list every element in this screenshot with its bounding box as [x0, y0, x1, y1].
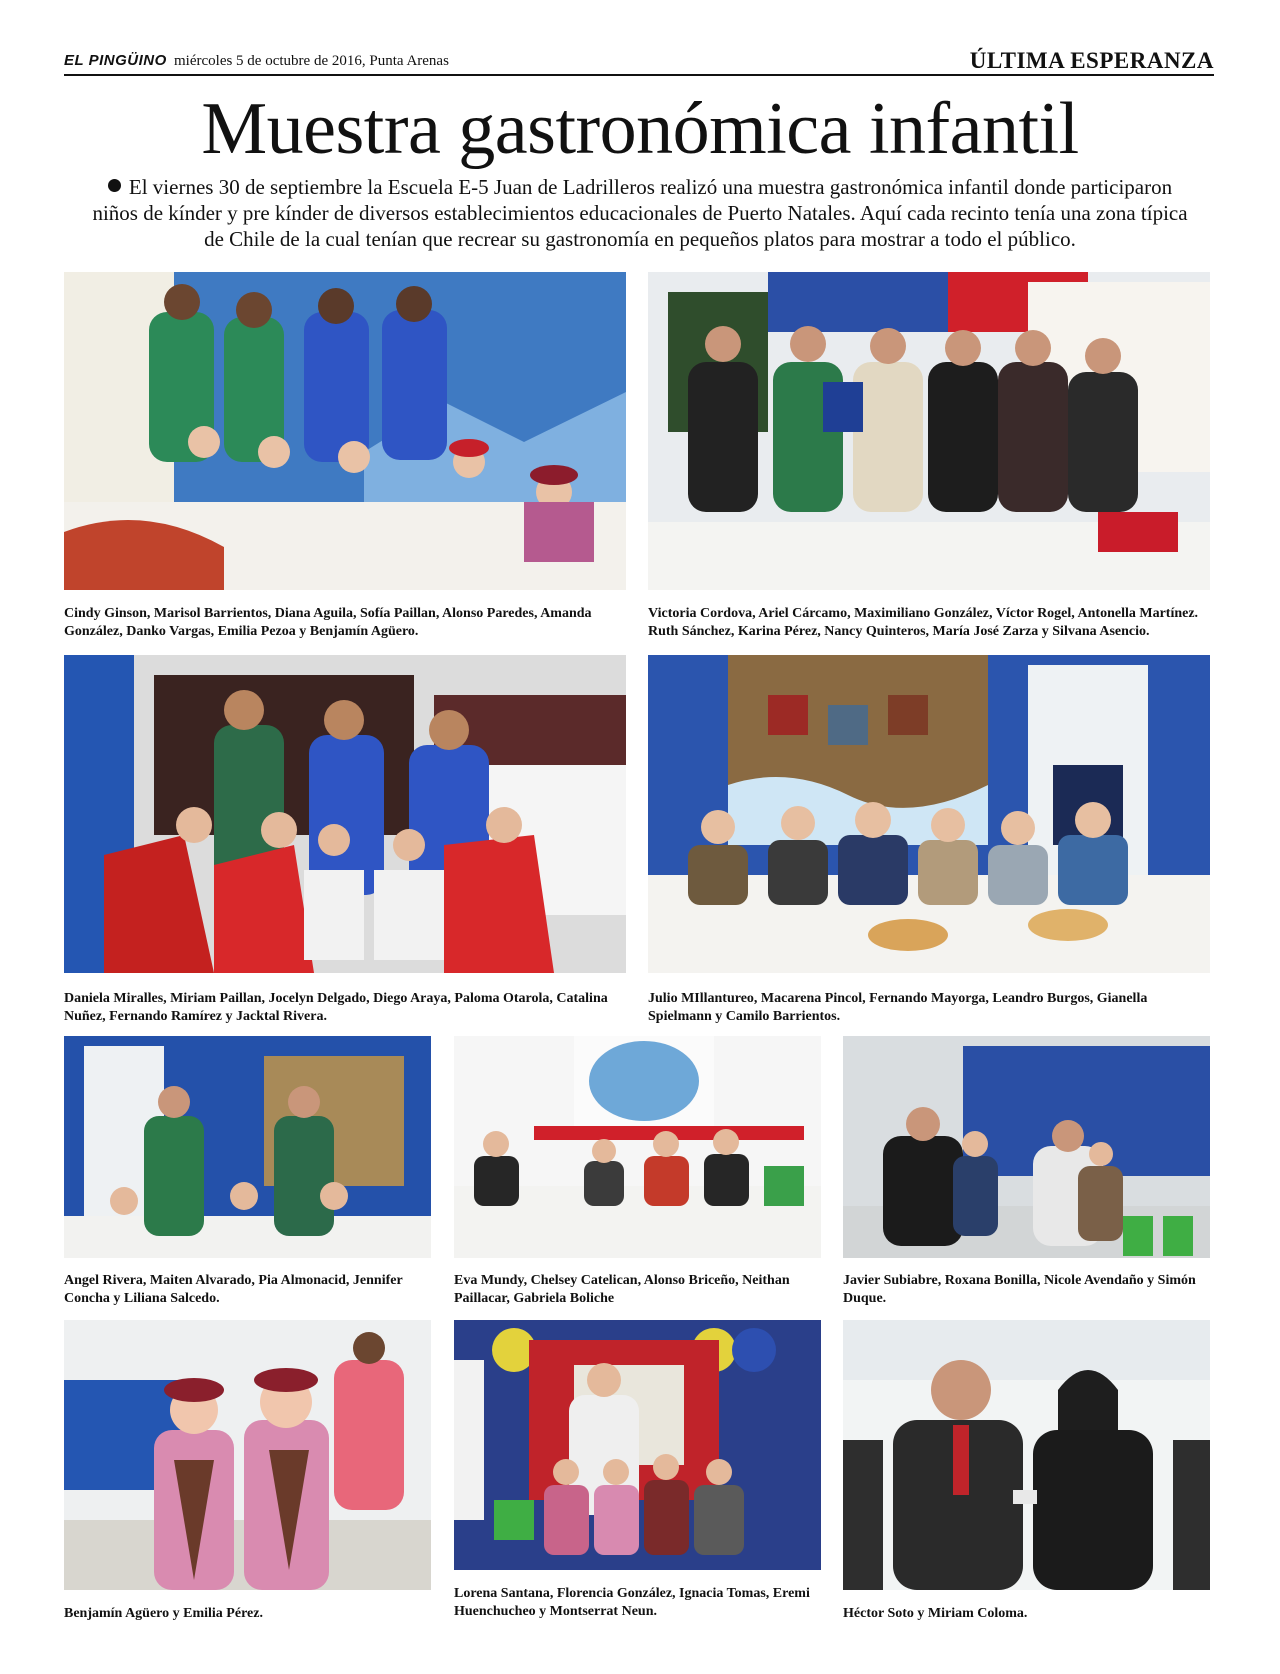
- photo-caption: Daniela Miralles, Miriam Paillan, Jocelyn Delgado, Diego Araya, Paloma Otarola, Catalina Nuñez, Fernando Ramírez y Jacktal Rivera.: [64, 991, 608, 1024]
- photo-two-children: [64, 1320, 431, 1590]
- photo-caption: Héctor Soto y Miriam Coloma.: [843, 1606, 1028, 1621]
- photo-caption: Cindy Ginson, Marisol Barrientos, Diana Aguila, Sofía Paillan, Alonso Paredes, Amanda González, Danko Vargas, Emilia Pezoa y Benjamín Agüero.: [64, 606, 592, 639]
- newspaper-brand: EL PINGÜINO: [64, 52, 167, 69]
- photo-caption: Julio MIllantureo, Macarena Pincol, Fernando Mayorga, Leandro Burgos, Gianella Spielmann y Camilo Barrientos.: [648, 991, 1148, 1024]
- photo-zona-sur: [648, 655, 1210, 973]
- article-lede: [86, 174, 1194, 252]
- photo-caption: Lorena Santana, Florencia González, Ignacia Tomas, Eremi Huenchucheo y Montserrat Neun.: [454, 1586, 810, 1619]
- dateline: miércoles 5 de octubre de 2016, Punta Arenas: [174, 53, 449, 69]
- photo-zona-central: [648, 272, 1210, 590]
- lede-text: El viernes 30 de septiembre la Escuela E-5 Juan de Ladrilleros realizó una muestra gastronómica infantil donde participaron niños de kínder y pre kínder de diversos establecimientos educacionales de Puerto Natales. Aquí cada recinto tenía una zona típica de Chile de la cual tenían que recrear su gastronomía en pequeños platos para mostrar a todo el público.: [92, 175, 1188, 251]
- photo-raices-chilotas: [843, 1036, 1210, 1258]
- photo-magallanes: [64, 272, 626, 590]
- photo-hector-miriam: [843, 1320, 1210, 1590]
- photo-delicias-australes: [454, 1320, 821, 1570]
- photo-caption: Angel Rivera, Maiten Alvarado, Pia Almonacid, Jennifer Concha y Liliana Salcedo.: [64, 1273, 403, 1306]
- bullet-icon: [108, 179, 121, 192]
- photo-amanecer: [454, 1036, 821, 1258]
- photo-caption: Benjamín Agüero y Emilia Pérez.: [64, 1606, 263, 1621]
- photo-caption: Victoria Cordova, Ariel Cárcamo, Maximiliano González, Víctor Rogel, Antonella Martínez. Ruth Sánchez, Karina Pérez, Nancy Quinteros, María José Zarza y Silvana Asencio.: [648, 606, 1199, 639]
- section-title: ÚLTIMA ESPERANZA: [969, 48, 1214, 73]
- photo-zona-norte: [64, 655, 626, 973]
- photo-caption: Eva Mundy, Chelsey Catelican, Alonso Briceño, Neithan Paillacar, Gabriela Boliche: [454, 1273, 790, 1306]
- photo-caption: Javier Subiabre, Roxana Bonilla, Nicole Avendaño y Simón Duque.: [843, 1273, 1196, 1306]
- article-headline: Muestra gastronómica infantil: [201, 88, 1079, 170]
- page-header: [64, 48, 1214, 76]
- photo-bienvenidos: [64, 1036, 431, 1258]
